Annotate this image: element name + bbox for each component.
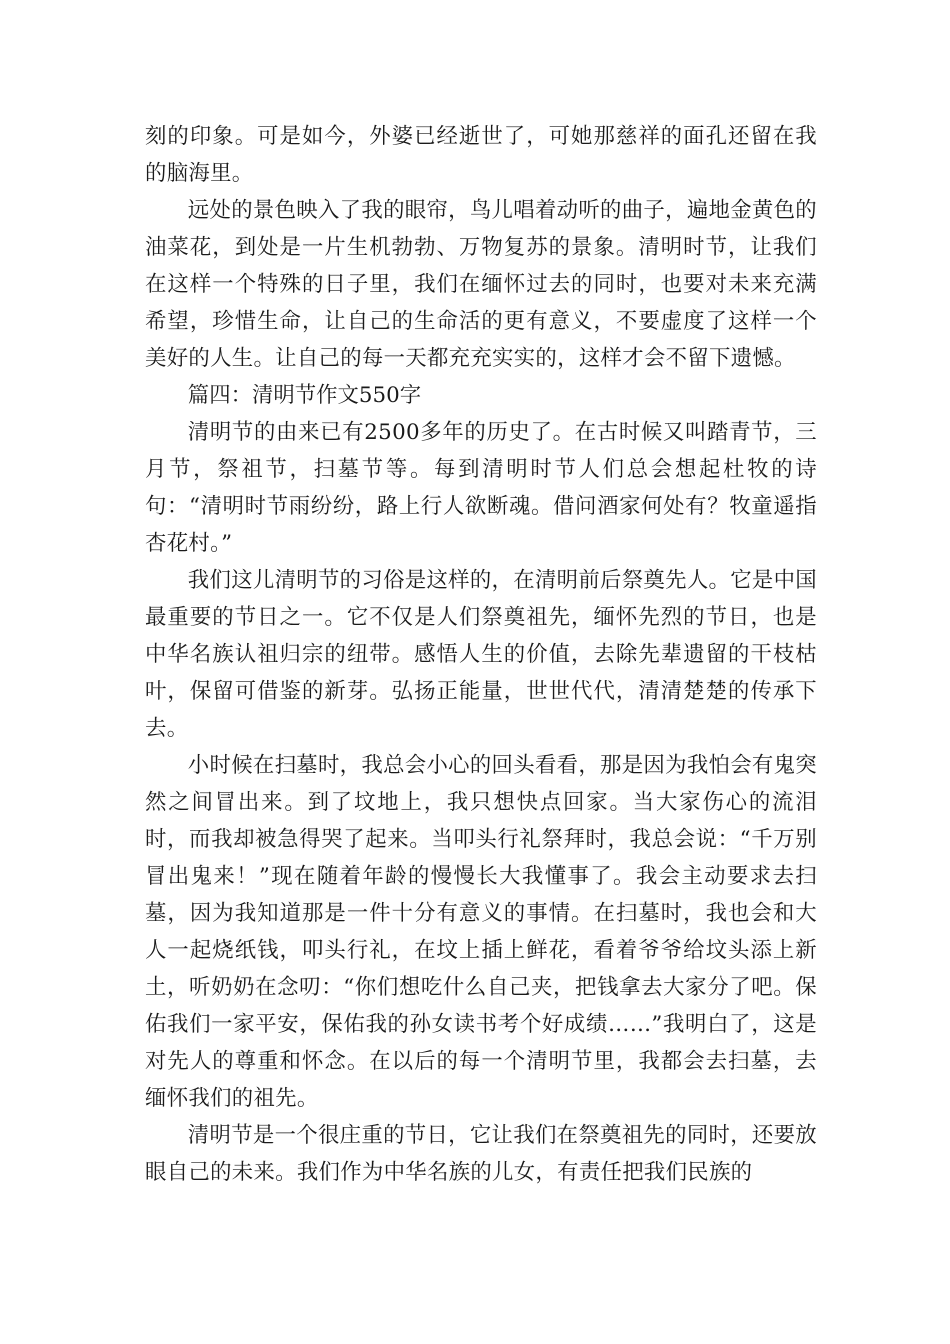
paragraph-origin: 清明节的由来已有2500多年的历史了。在古时候又叫踏青节，三月节，祭祖节，扫墓节等。每到清明时节人们总会想起杜牧的诗句：“清明时节雨纷纷，路上行人欲断魂。借问酒家何处有？牧童遥指杏花村。” — [145, 420, 817, 556]
section-heading: 篇四：清明节作文550字 — [187, 383, 422, 408]
paragraph-continuation: 刻的印象。可是如今，外婆已经逝世了，可她那慈祥的面孔还留在我的脑海里。 — [145, 124, 817, 186]
paragraph-childhood: 小时候在扫墓时，我总会小心的回头看看，那是因为我怕会有鬼突然之间冒出来。到了坟地上，我只想快点回家。当大家伤心的流泪时，而我却被急得哭了起来。当叩头行礼祭拜时，我总会说：“千万别冒出鬼来！”现在随着年龄的慢慢长大我懂事了。我会主动要求去扫墓，因为我知道那是一件十分有意义的事情。在扫墓时，我也会和大人一起烧纸钱，叩头行礼，在坟上插上鲜花，看着爷爷给坟头添上新土，听奶奶在念叨：“你们想吃什么自己夹，把钱拿去大家分了吧。保佑我们一家平安，保佑我的孙女读书考个好成绩……”我明白了，这是对先人的尊重和怀念。在以后的每一个清明节里，我都会去扫墓，去缅怀我们的祖先。 — [145, 753, 817, 1111]
paragraph-customs: 我们这儿清明节的习俗是这样的，在清明前后祭奠先人。它是中国最重要的节日之一。它不仅是人们祭奠祖先，缅怀先烈的节日，也是中华名族认祖归宗的纽带。感悟人生的价值，去除先辈遗留的干枝枯叶，保留可借鉴的新芽。弘扬正能量，世世代代，清清楚楚的传承下去。 — [145, 568, 817, 741]
document-page — [145, 118, 817, 1191]
paragraph-scenery: 远处的景色映入了我的眼帘，鸟儿唱着动听的曲子，遍地金黄色的油菜花，到处是一片生机勃勃、万物复苏的景象。清明时节，让我们在这样一个特殊的日子里，我们在缅怀过去的同时，也要对未来充满希望，珍惜生命，让自己的生命活的更有意义，不要虚度了这样一个美好的人生。让自己的每一天都充充实实的，这样才会不留下遗憾。 — [145, 198, 817, 371]
paragraph-future: 清明节是一个很庄重的节日，它让我们在祭奠祖先的同时，还要放眼自己的未来。我们作为中华名族的儿女，有责任把我们民族的 — [145, 1123, 817, 1185]
